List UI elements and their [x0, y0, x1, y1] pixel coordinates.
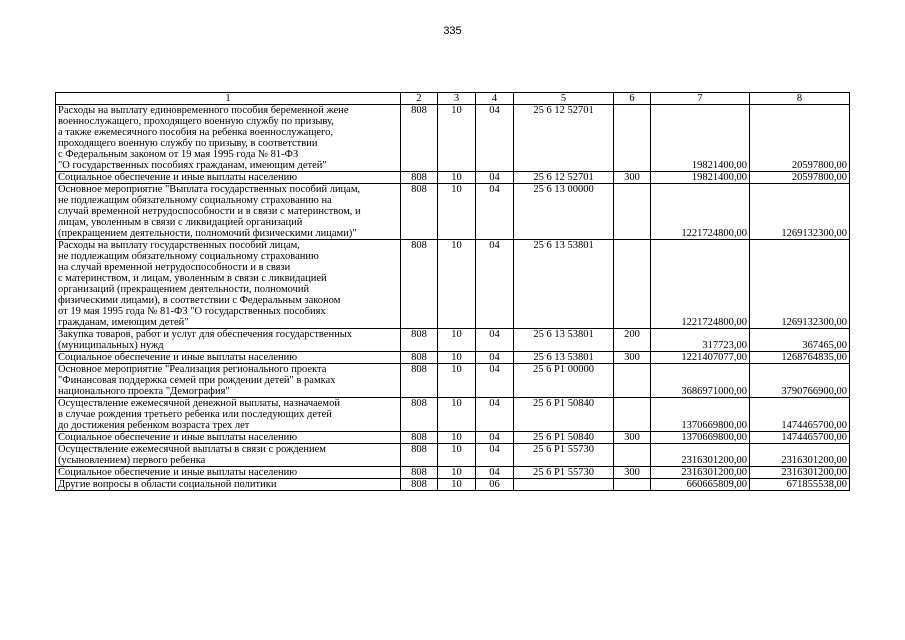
admin-code-cell: 808 [401, 184, 438, 240]
target-article-cell: 25 6 P1 50840 [514, 398, 614, 432]
amount-year1-cell: 1370669800,00 [651, 398, 750, 432]
expense-type-cell [614, 444, 651, 467]
target-article-cell: 25 6 P1 55730 [514, 467, 614, 479]
amount-year2-cell: 3790766900,00 [750, 364, 850, 398]
table-row [56, 432, 850, 444]
amount-year2-cell: 20597800,00 [750, 105, 850, 172]
column-header: 8 [750, 93, 850, 105]
target-article-cell [514, 479, 614, 491]
subsection-cell: 04 [476, 398, 514, 432]
table-row [56, 172, 850, 184]
subsection-cell: 04 [476, 444, 514, 467]
amount-year1-cell: 317723,00 [651, 329, 750, 352]
admin-code-cell: 808 [401, 172, 438, 184]
target-article-cell: 25 6 12 52701 [514, 105, 614, 172]
row-name-cell: Социальное обеспечение и иные выплаты населению [56, 467, 401, 479]
table-row [56, 364, 850, 398]
expense-type-cell [614, 398, 651, 432]
expense-type-cell [614, 184, 651, 240]
subsection-cell: 04 [476, 240, 514, 329]
subsection-cell: 04 [476, 364, 514, 398]
subsection-cell: 04 [476, 432, 514, 444]
table-row [56, 240, 850, 329]
admin-code-cell: 808 [401, 329, 438, 352]
column-header: 3 [438, 93, 476, 105]
target-article-cell: 25 6 12 52701 [514, 172, 614, 184]
row-name-cell: Осуществление ежемесячной денежной выплаты, назначаемой в случае рождения третьего ребенка или последующих детей до достижения ребенком возраста трех лет [56, 398, 401, 432]
admin-code-cell: 808 [401, 398, 438, 432]
table-row [56, 184, 850, 240]
row-name-cell: Другие вопросы в области социальной политики [56, 479, 401, 491]
target-article-cell: 25 6 P1 55730 [514, 444, 614, 467]
admin-code-cell: 808 [401, 444, 438, 467]
row-name-cell: Осуществление ежемесячной выплаты в связи с рождением (усыновлением) первого ребенка [56, 444, 401, 467]
table-row [56, 467, 850, 479]
target-article-cell: 25 6 13 53801 [514, 352, 614, 364]
expense-type-cell [614, 240, 651, 329]
subsection-cell: 04 [476, 184, 514, 240]
column-header: 5 [514, 93, 614, 105]
column-header: 4 [476, 93, 514, 105]
table-row [56, 329, 850, 352]
table-row [56, 105, 850, 172]
section-cell: 10 [438, 479, 476, 491]
amount-year1-cell: 660665809,00 [651, 479, 750, 491]
target-article-cell: 25 6 13 53801 [514, 329, 614, 352]
amount-year2-cell: 671855538,00 [750, 479, 850, 491]
admin-code-cell: 808 [401, 364, 438, 398]
row-name-cell: Расходы на выплату государственных пособий лицам, не подлежащим обязательному социальному страхованию на случай временной нетрудоспособности и в связи с материнством, и лицам, уволенным в связи с ликвидацией организаций (прекращением деятельности, полномочий физическими лицами), в соответствии с Федеральным законом от 19 мая 1995 года № 81-ФЗ "О государственных пособиях гражданам, имеющим детей" [56, 240, 401, 329]
amount-year2-cell: 20597800,00 [750, 172, 850, 184]
amount-year1-cell: 1221724800,00 [651, 240, 750, 329]
row-name-cell: Закупка товаров, работ и услуг для обеспечения государственных (муниципальных) нужд [56, 329, 401, 352]
expense-type-cell [614, 364, 651, 398]
section-cell: 10 [438, 105, 476, 172]
section-cell: 10 [438, 398, 476, 432]
table-row [56, 479, 850, 491]
section-cell: 10 [438, 352, 476, 364]
column-header: 1 [56, 93, 401, 105]
admin-code-cell: 808 [401, 432, 438, 444]
section-cell: 10 [438, 364, 476, 398]
expense-type-cell: 300 [614, 172, 651, 184]
subsection-cell: 04 [476, 105, 514, 172]
expense-type-cell: 300 [614, 467, 651, 479]
row-name-cell: Социальное обеспечение и иные выплаты населению [56, 432, 401, 444]
table-row [56, 352, 850, 364]
row-name-cell: Социальное обеспечение и иные выплаты населению [56, 172, 401, 184]
section-cell: 10 [438, 444, 476, 467]
row-name-cell: Основное мероприятие "Выплата государственных пособий лицам, не подлежащим обязательному социальному страхованию на случай временной нетрудоспособности и в связи с материнством, и лицам, уволенным в связи с ликвидацией организаций (прекращением деятельности, полномочий физическими лицами)" [56, 184, 401, 240]
subsection-cell: 06 [476, 479, 514, 491]
section-cell: 10 [438, 467, 476, 479]
subsection-cell: 04 [476, 329, 514, 352]
amount-year1-cell: 1221407077,00 [651, 352, 750, 364]
admin-code-cell: 808 [401, 105, 438, 172]
table-header-row [56, 93, 850, 105]
row-name-cell: Социальное обеспечение и иные выплаты населению [56, 352, 401, 364]
row-name-cell: Основное мероприятие "Реализация регионального проекта "Финансовая поддержка семей при рождении детей" в рамках национального проекта "Демография" [56, 364, 401, 398]
amount-year1-cell: 1370669800,00 [651, 432, 750, 444]
row-name-cell: Расходы на выплату единовременного пособия беременной жене военнослужащего, проходящего военную службу по призыву, а также ежемесячного пособия на ребенка военнослужащего, проходящего военную службу по призыву, в соответствии с Федеральным законом от 19 мая 1995 года № 81-ФЗ "О государственных пособиях гражданам, имеющим детей" [56, 105, 401, 172]
expense-type-cell: 300 [614, 352, 651, 364]
expense-type-cell [614, 479, 651, 491]
admin-code-cell: 808 [401, 467, 438, 479]
table-row [56, 398, 850, 432]
expense-type-cell: 200 [614, 329, 651, 352]
amount-year1-cell: 19821400,00 [651, 172, 750, 184]
section-cell: 10 [438, 184, 476, 240]
amount-year2-cell: 1269132300,00 [750, 240, 850, 329]
section-cell: 10 [438, 240, 476, 329]
admin-code-cell: 808 [401, 240, 438, 329]
amount-year1-cell: 1221724800,00 [651, 184, 750, 240]
amount-year1-cell: 2316301200,00 [651, 467, 750, 479]
target-article-cell: 25 6 13 00000 [514, 184, 614, 240]
amount-year1-cell: 2316301200,00 [651, 444, 750, 467]
amount-year2-cell: 1474465700,00 [750, 432, 850, 444]
target-article-cell: 25 6 P1 00000 [514, 364, 614, 398]
target-article-cell: 25 6 P1 50840 [514, 432, 614, 444]
section-cell: 10 [438, 432, 476, 444]
amount-year1-cell: 19821400,00 [651, 105, 750, 172]
expense-type-cell [614, 105, 651, 172]
admin-code-cell: 808 [401, 479, 438, 491]
target-article-cell: 25 6 13 53801 [514, 240, 614, 329]
section-cell: 10 [438, 172, 476, 184]
amount-year1-cell: 3686971000,00 [651, 364, 750, 398]
column-header: 6 [614, 93, 651, 105]
table-row [56, 444, 850, 467]
amount-year2-cell: 1268764835,00 [750, 352, 850, 364]
amount-year2-cell: 1474465700,00 [750, 398, 850, 432]
amount-year2-cell: 2316301200,00 [750, 444, 850, 467]
subsection-cell: 04 [476, 172, 514, 184]
expense-type-cell: 300 [614, 432, 651, 444]
admin-code-cell: 808 [401, 352, 438, 364]
column-header: 2 [401, 93, 438, 105]
budget-table [55, 92, 850, 491]
subsection-cell: 04 [476, 467, 514, 479]
amount-year2-cell: 1269132300,00 [750, 184, 850, 240]
page-number: 335 [443, 25, 462, 37]
subsection-cell: 04 [476, 352, 514, 364]
column-header: 7 [651, 93, 750, 105]
amount-year2-cell: 367465,00 [750, 329, 850, 352]
amount-year2-cell: 2316301200,00 [750, 467, 850, 479]
section-cell: 10 [438, 329, 476, 352]
